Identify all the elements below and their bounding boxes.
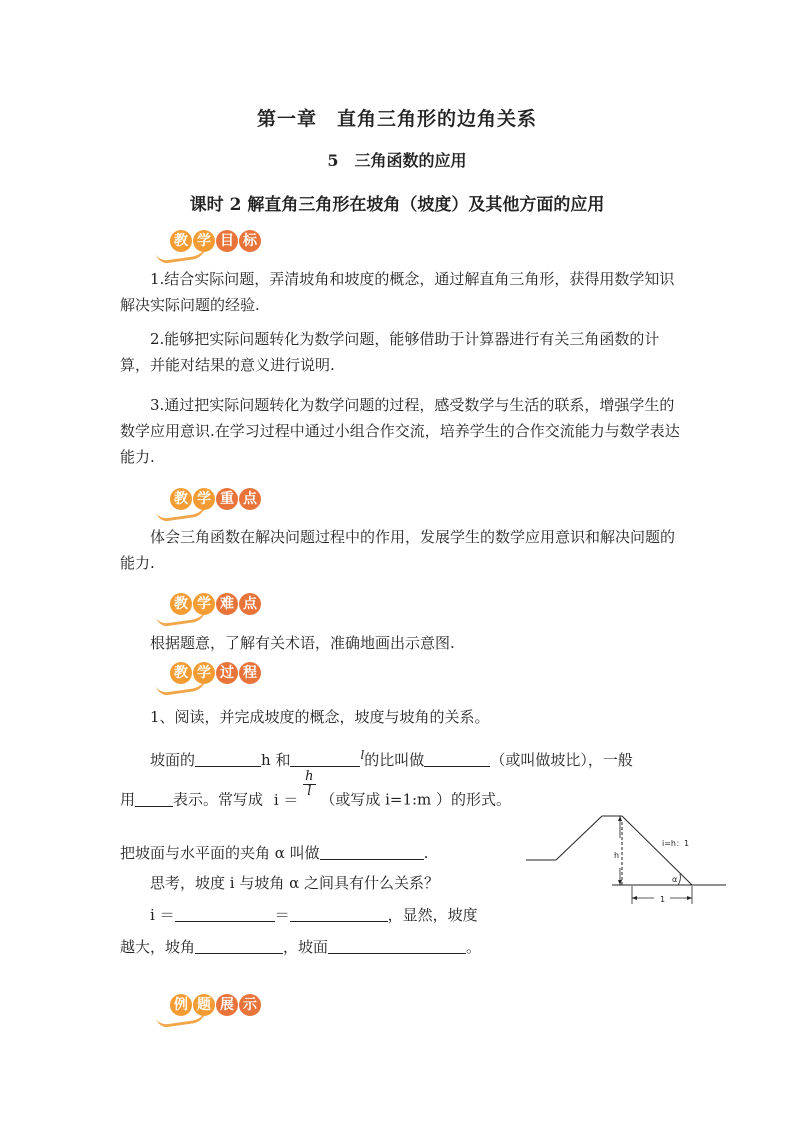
- lesson-title: 课时 2 解直角三角形在坡角（坡度）及其他方面的应用: [189, 195, 605, 215]
- h-label: h: [614, 851, 620, 860]
- badge-char: 难: [216, 593, 238, 615]
- blank-field[interactable]: [175, 903, 275, 922]
- blank-field[interactable]: [290, 903, 388, 922]
- text-fragment: ＝: [274, 906, 290, 924]
- badge-teaching-goals: [156, 230, 266, 260]
- badge-char: 示: [239, 994, 261, 1016]
- goal-2: 2.能够把实际问题转化为数学问题，能够借助于计算器进行有关三角函数的计算，并能对结果的意义进行说明.: [120, 330, 660, 374]
- blank-field[interactable]: [195, 935, 283, 954]
- think-question: 思考，坡度 i 与坡角 α 之间具有什么关系？: [150, 874, 440, 892]
- badge-examples: [156, 994, 266, 1024]
- badge-char: 程: [239, 662, 261, 684]
- badge-char: 学: [193, 230, 215, 252]
- badge-char: 教: [170, 593, 192, 615]
- text-fragment: 的比叫做: [364, 751, 425, 769]
- slope-ratio-label: i=h：1: [662, 839, 690, 848]
- blank-field[interactable]: [320, 841, 424, 860]
- goal-3: 3.通过把实际问题转化为数学问题的过程，感受数学与生活的联系，增强学生的数学应用意识.在学习过程中通过小组合作交流，培养学生的合作交流能力与数学表达能力.: [120, 396, 680, 466]
- badge-char: 例: [170, 994, 192, 1016]
- blank-field[interactable]: [424, 748, 490, 767]
- text-fragment: h 和: [261, 751, 291, 769]
- text-fragment: 越大，坡角: [120, 938, 196, 956]
- fraction-numerator: h: [305, 769, 314, 784]
- badge-char: 题: [193, 994, 215, 1016]
- alpha-label: α: [672, 875, 678, 884]
- text-fragment: ，显然，坡度: [387, 906, 478, 924]
- process-step-1: 1、阅读，并完成坡度的概念，坡度与坡角的关系。: [150, 708, 490, 726]
- badge-char: 教: [170, 662, 192, 684]
- badge-key-points: [156, 488, 266, 518]
- slope-definition-line: [150, 742, 690, 773]
- text-fragment: 。: [466, 938, 482, 956]
- text-fragment: （或叫做坡比），一般: [490, 751, 633, 769]
- right-slope: [622, 816, 692, 885]
- key-points-text: 体会三角函数在解决问题过程中的作用，发展学生的数学应用意识和解决问题的能力.: [120, 528, 676, 572]
- text-fragment: 坡面的: [150, 751, 196, 769]
- difficulty-text: 根据题意，了解有关术语，准确地画出示意图.: [150, 634, 455, 652]
- goal-1: 1.结合实际问题，弄清坡角和坡度的概念，通过解直角三角形，获得用数学知识解决实际问题的经验.: [120, 270, 675, 314]
- badge-char: 点: [239, 593, 261, 615]
- left-slope: [556, 816, 602, 860]
- fraction-h-over-l: [303, 770, 315, 799]
- badge-char: 点: [239, 488, 261, 510]
- text-fragment: （或写成 i=1:m ）的形式。: [320, 790, 512, 809]
- badge-char: 展: [216, 994, 238, 1016]
- text-fragment: ，坡面: [283, 938, 329, 956]
- text-fragment: 把坡面与水平面的夹角 α 叫做: [120, 844, 320, 862]
- chapter-title: 第一章 直角三角形的边角关系: [256, 108, 537, 130]
- arrowhead: [687, 896, 692, 900]
- l-label: 1: [660, 895, 666, 904]
- badge-char: 学: [193, 593, 215, 615]
- badge-char: 教: [170, 488, 192, 510]
- text-fragment: 表示。常写成: [173, 790, 264, 809]
- arrowhead: [632, 896, 637, 900]
- blank-field[interactable]: [195, 748, 261, 767]
- i-symbol: i ＝: [273, 790, 299, 809]
- text-fragment: .: [423, 844, 429, 862]
- text-fragment: i ＝: [150, 906, 175, 924]
- section-title: 5 三角函数的应用: [327, 151, 467, 170]
- badge-char: 学: [193, 662, 215, 684]
- arrowhead: [618, 816, 622, 821]
- badge-char: 重: [216, 488, 238, 510]
- fraction-denominator: l: [307, 784, 312, 799]
- blank-field[interactable]: [290, 748, 360, 767]
- badge-char: 标: [239, 230, 261, 252]
- badge-char: 过: [216, 662, 238, 684]
- arrowhead: [618, 880, 622, 885]
- conclusion-line: [120, 934, 680, 960]
- badge-process: [156, 662, 266, 692]
- blank-field[interactable]: [135, 788, 173, 807]
- blank-field[interactable]: [328, 935, 466, 954]
- angle-arc: [678, 874, 680, 885]
- l-symbol: l: [360, 748, 365, 762]
- badge-char: 目: [216, 230, 238, 252]
- badge-char: 学: [193, 488, 215, 510]
- badge-char: 教: [170, 230, 192, 252]
- badge-difficulty: [156, 593, 266, 623]
- text-fragment: 用: [120, 790, 136, 809]
- slope-diagram: [524, 808, 730, 912]
